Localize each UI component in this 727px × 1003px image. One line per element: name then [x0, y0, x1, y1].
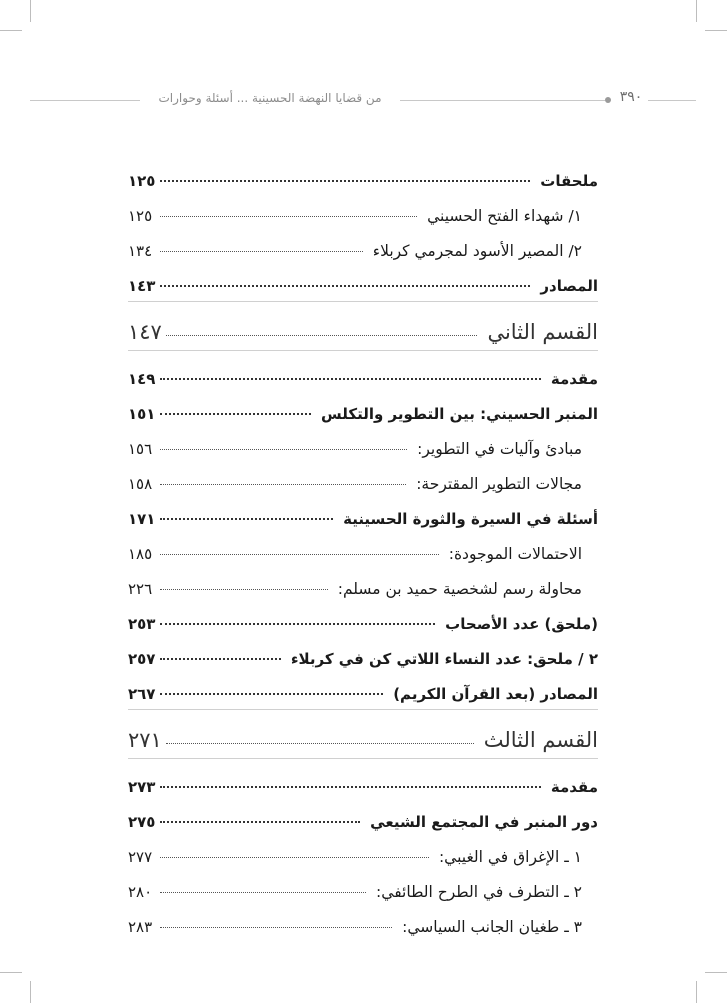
toc-entry [128, 155, 598, 190]
dot-leader [160, 622, 435, 625]
toc-section-heading [128, 304, 598, 344]
dot-leader [160, 926, 392, 928]
crop-mark-top-left-h [0, 30, 22, 31]
section-divider [128, 709, 598, 710]
toc-entry [128, 190, 598, 225]
toc-entry [128, 528, 598, 563]
toc-entry [128, 260, 598, 295]
toc-entry [128, 388, 598, 423]
table-of-contents [128, 155, 598, 936]
crop-mark-bottom-right-v [696, 981, 697, 1003]
section-divider [128, 758, 598, 759]
toc-entry-page: ٢٧٥ [128, 813, 156, 831]
header-rule-left [30, 100, 140, 101]
running-header [30, 86, 696, 114]
crop-mark-top-right-h [705, 30, 727, 31]
toc-entry-title: ٢ ـ التطرف في الطرح الطائفي: [376, 883, 582, 901]
section-divider [128, 301, 598, 302]
toc-entry-page: ١٤٣ [128, 277, 156, 295]
toc-entry-title: ١ ـ الإغراق في الغيبي: [438, 848, 582, 866]
toc-entry-page: ١٥١ [128, 405, 156, 423]
crop-mark-bottom-right-h [705, 972, 727, 973]
toc-entry-page: ٢٧١ [128, 728, 162, 752]
toc-entry-title: الاحتمالات الموجودة: [448, 545, 582, 563]
toc-entry [128, 598, 598, 633]
toc-entry [128, 423, 598, 458]
dot-leader [160, 179, 530, 182]
toc-entry [128, 668, 598, 703]
dot-leader [160, 215, 417, 217]
dot-leader [160, 785, 541, 788]
crop-mark-top-right-v [696, 0, 697, 22]
dot-leader [160, 856, 429, 858]
dot-leader [166, 742, 474, 744]
toc-entry-title: مجالات التطوير المقترحة: [416, 475, 582, 493]
toc-entry-page: ١٨٥ [128, 545, 153, 563]
toc-entry-page: ١٥٦ [128, 440, 153, 458]
toc-entry-title: محاولة رسم لشخصية حميد بن مسلم: [337, 580, 582, 598]
dot-leader [160, 820, 360, 823]
toc-entry-page: ١٢٥ [128, 207, 153, 225]
toc-entry-title: ٢ / ملحق: عدد النساء اللاتي كن في كربلاء [290, 650, 598, 668]
toc-entry-page: ٢٧٣ [128, 778, 156, 796]
toc-entry-title: ١/ شهداء الفتح الحسيني [427, 207, 582, 225]
toc-entry [128, 458, 598, 493]
toc-entry-title: ٢/ المصير الأسود لمجرمي كربلاء [372, 242, 582, 260]
toc-entry-title: المصادر (بعد القرآن الكريم) [393, 685, 598, 703]
dot-leader [160, 448, 407, 450]
dot-leader [160, 891, 366, 893]
toc-entry [128, 563, 598, 598]
dot-leader [160, 517, 333, 520]
toc-entry-page: ٢٦٧ [128, 685, 156, 703]
dot-leader [166, 334, 478, 336]
toc-entry-title: (ملحق) عدد الأصحاب [445, 615, 598, 633]
toc-entry [128, 901, 598, 936]
running-title: من قضايا النهضة الحسينية ... أسئلة وحوارات [158, 91, 382, 105]
toc-entry-title: المصادر [540, 277, 598, 295]
crop-mark-bottom-left-h [0, 972, 22, 973]
dot-leader [160, 284, 530, 287]
dot-leader [160, 250, 363, 252]
toc-entry-page: ١٧١ [128, 510, 156, 528]
crop-mark-bottom-left-v [30, 981, 31, 1003]
toc-entry-title: دور المنبر في المجتمع الشيعي [370, 813, 598, 831]
toc-entry-page: ٢٨٣ [128, 918, 153, 936]
toc-entry-page: ١٥٨ [128, 475, 153, 493]
toc-entry-title: ملحقات [540, 172, 598, 190]
crop-mark-top-left-v [30, 0, 31, 22]
dot-leader [160, 412, 311, 415]
dot-leader [160, 377, 541, 380]
toc-entry-page: ٢٥٧ [128, 650, 156, 668]
toc-entry [128, 796, 598, 831]
toc-entry-page: ١٤٧ [128, 320, 162, 344]
toc-entry [128, 225, 598, 260]
toc-entry [128, 866, 598, 901]
dot-leader [160, 588, 328, 590]
dot-leader [160, 657, 281, 660]
toc-entry-title: أسئلة في السيرة والثورة الحسينية [343, 510, 598, 528]
toc-entry-page: ٢٥٣ [128, 615, 156, 633]
toc-entry-title: القسم الثالث [483, 728, 598, 752]
toc-entry-title: مبادئ وآليات في التطوير: [417, 440, 582, 458]
toc-entry-page: ٢٨٠ [128, 883, 153, 901]
toc-entry [128, 831, 598, 866]
section-divider [128, 350, 598, 351]
toc-entry-page: ١٢٥ [128, 172, 156, 190]
toc-entry-page: ٢٢٦ [128, 580, 153, 598]
header-rule-middle [400, 100, 605, 101]
toc-entry-page: ١٤٩ [128, 370, 156, 388]
toc-entry [128, 761, 598, 796]
toc-entry-title: المنبر الحسيني: بين التطوير والتكلس [321, 405, 598, 423]
dot-leader [160, 692, 383, 695]
header-bullet [605, 97, 611, 103]
header-rule-right [648, 100, 696, 101]
dot-leader [160, 553, 439, 555]
toc-entry-title: مقدمة [550, 370, 598, 388]
toc-entry [128, 353, 598, 388]
page-number: ٣٩٠ [619, 89, 643, 105]
toc-entry-page: ٢٧٧ [128, 848, 153, 866]
toc-entry [128, 633, 598, 668]
toc-entry-title: القسم الثاني [487, 320, 598, 344]
toc-entry-title: ٣ ـ طغيان الجانب السياسي: [402, 918, 582, 936]
toc-entry [128, 493, 598, 528]
toc-entry-title: مقدمة [550, 778, 598, 796]
toc-section-heading [128, 712, 598, 752]
dot-leader [160, 483, 406, 485]
toc-entry-page: ١٣٤ [128, 242, 153, 260]
